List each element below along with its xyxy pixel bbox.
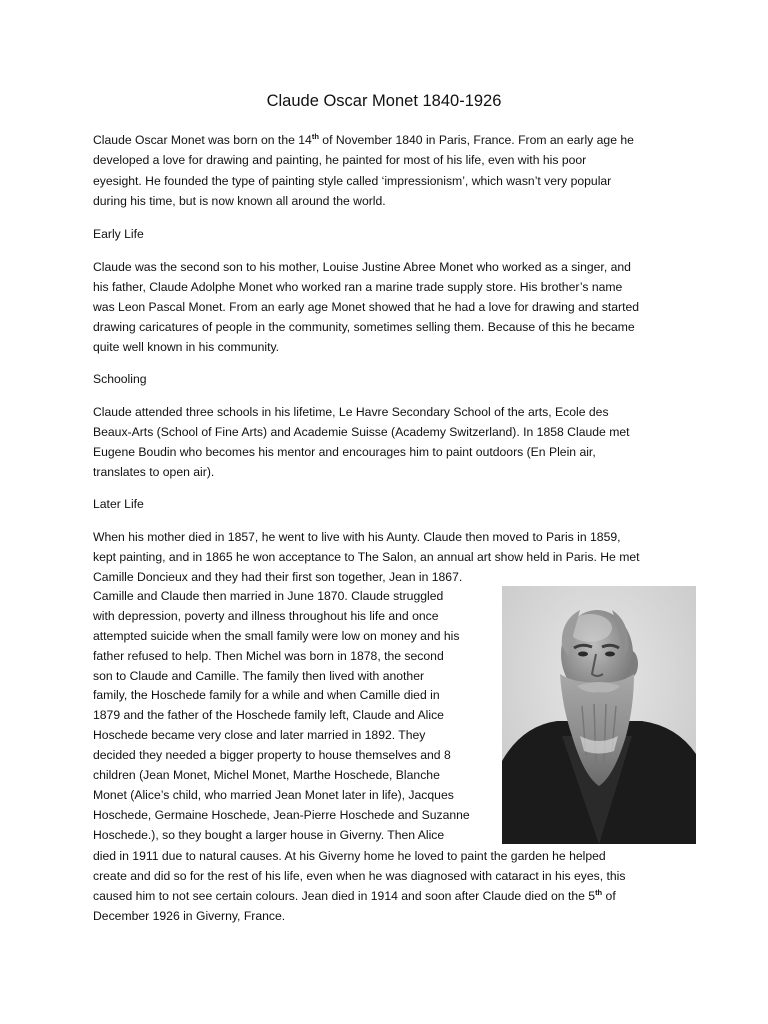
paragraph-line: 1879 and the father of the Hoschede family left, Claude and Alice <box>93 708 444 722</box>
paragraph-line: father refused to help. Then Michel was born in 1878, the second <box>93 649 444 663</box>
paragraph-line: Hoschede became very close and later married in 1892. They <box>93 728 426 742</box>
paragraph-line: son to Claude and Camille. The family then lived with another <box>93 669 425 683</box>
paragraph-line: Camille Doncieux and they had their first son together, Jean in 1867. <box>93 570 463 584</box>
paragraph-text: of <box>602 889 616 903</box>
intro-text: Claude Oscar Monet was born on the 14 <box>93 133 312 147</box>
paragraph-line: kept painting, and in 1865 he won acceptance to The Salon, an annual art show held in Paris. He met <box>93 550 640 564</box>
paragraph-line: drawing caricatures of people in the community, sometimes selling them. Because of this he became <box>93 320 635 334</box>
paragraph-line: Claude attended three schools in his lifetime, Le Havre Secondary School of the arts, Ecole des <box>93 405 609 419</box>
superscript: th <box>311 132 319 141</box>
section-heading-schooling: Schooling <box>93 372 147 386</box>
intro-line <box>93 130 634 150</box>
paragraph-line: Hoschede.), so they bought a larger house in Giverny. Then Alice <box>93 828 445 842</box>
paragraph-line: December 1926 in Giverny, France. <box>93 909 286 923</box>
intro-line: during his time, but is now known all around the world. <box>93 194 386 208</box>
paragraph-line: Hoschede, Germaine Hoschede, Jean-Pierre Hoschede and Suzanne <box>93 808 470 822</box>
paragraph-line: translates to open air). <box>93 465 215 479</box>
intro-text: of November 1840 in Paris, France. From an early age he <box>318 133 634 147</box>
paragraph-line: attempted suicide when the small family were low on money and his <box>93 629 460 643</box>
paragraph-line: When his mother died in 1857, he went to live with his Aunty. Claude then moved to Paris in 1859, <box>93 530 621 544</box>
intro-line: eyesight. He founded the type of painting style called ‘impressionism’, which wasn’t very popular <box>93 174 612 188</box>
paragraph-line: decided they needed a bigger property to house themselves and 8 <box>93 748 451 762</box>
paragraph-line: was Leon Pascal Monet. From an early age Monet showed that he had a love for drawing and started <box>93 300 640 314</box>
section-heading-early-life: Early Life <box>93 227 144 241</box>
paragraph-line: Claude was the second son to his mother, Louise Justine Abree Monet who worked as a singer, and <box>93 260 631 274</box>
paragraph-line: Eugene Boudin who becomes his mentor and encourages him to paint outdoors (En Plein air, <box>93 445 596 459</box>
paragraph-line: children (Jean Monet, Michel Monet, Marthe Hoschede, Blanche <box>93 768 440 782</box>
document-title: Claude Oscar Monet 1840-1926 <box>266 92 502 110</box>
paragraph-line: quite well known in his community. <box>93 340 280 354</box>
portrait-photo <box>502 586 696 844</box>
paragraph-line: Beaux-Arts (School of Fine Arts) and Academie Suisse (Academy Switzerland). In 1858 Claude met <box>93 425 630 439</box>
superscript: th <box>595 888 603 897</box>
paragraph-line <box>93 886 616 906</box>
section-heading-later-life: Later Life <box>93 497 144 511</box>
paragraph-line: family, the Hoschede family for a while and when Camille died in <box>93 688 440 702</box>
intro-line: developed a love for drawing and painting, he painted for most of his life, even with his poor <box>93 153 587 167</box>
paragraph-text: caused him to not see certain colours. Jean died in 1914 and soon after Claude died on the 5 <box>93 889 596 903</box>
paragraph-line: Monet (Alice’s child, who married Jean Monet later in life), Jacques <box>93 788 454 802</box>
paragraph-line: with depression, poverty and illness throughout his life and once <box>93 609 439 623</box>
paragraph-line: his father, Claude Adolphe Monet who worked ran a marine trade supply store. His brother’s name <box>93 280 623 294</box>
paragraph-line: died in 1911 due to natural causes. At his Giverny home he loved to paint the garden he helped <box>93 849 606 863</box>
paragraph-line: Camille and Claude then married in June 1870. Claude struggled <box>93 589 444 603</box>
paragraph-line: create and did so for the rest of his life, even when he was diagnosed with cataract in his eyes, this <box>93 869 626 883</box>
